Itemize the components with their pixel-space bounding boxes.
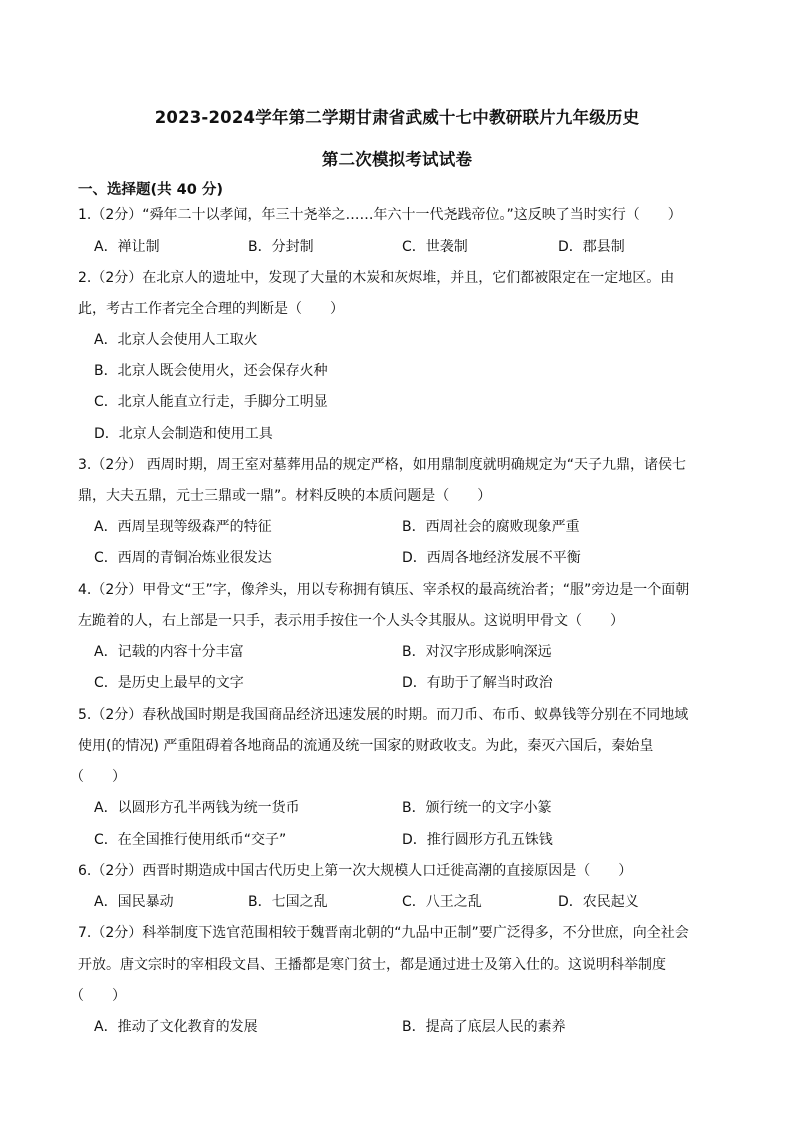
question-6-option-a: A．国民暴动 [94,894,174,910]
question-6-option-b: B．七国之乱 [248,894,328,910]
question-4-option-b: B．对汉字形成影响深远 [402,644,552,660]
question-text: （2分）甲骨文“王”字，像斧头，用以专称拥有镇压、宰杀权的最高统治者；“服”旁边是一个面朝 [91,582,690,598]
question-2-option-d: D．北京人会制造和使用工具 [94,426,273,442]
question-number: 7. [78,925,92,941]
question-1-option-a: A．禅让制 [94,239,160,255]
question-7-option-a: A．推动了文化教育的发展 [94,1019,258,1035]
question-5-option-d: D．推行圆形方孔五铢钱 [402,832,553,848]
question-text: （2分）在北京人的遗址中，发现了大量的木炭和灰烬堆，并且，它们都被限定在一定地区。由 [91,270,675,286]
question-3-option-d: D．西周各地经济发展不平衡 [402,550,581,566]
exam-title-line1: 2023-2024学年第二学期甘肃省武威十七中教研联片九年级历史 [154,108,640,127]
question-1-option-c: C．世袭制 [402,239,468,255]
question-number: 6. [78,863,92,879]
question-7-stem-line2: 开放。唐文宗时的宰相段文昌、王播都是寒门贫士，都是通过进士及第入仕的。这说明科举制度 [78,957,666,973]
question-5-option-a: A．以圆形方孔半两钱为统一货币 [94,800,300,816]
question-7-option-b: B．提高了底层人民的素养 [402,1019,566,1035]
section-heading: 一、选择题(共 40 分) [78,182,224,198]
question-2-option-b: B．北京人既会使用火，还会保存火种 [94,363,328,379]
question-text: （2分）科举制度下选官范围相较于魏晋南北朝的“九品中正制”要广泛得多，不分世庶，向全社会 [91,925,689,941]
question-5-option-b: B．颁行统一的文字小篆 [402,800,552,816]
exam-title-line2: 第二次模拟考试试卷 [321,150,473,169]
question-1-option-b: B．分封制 [248,239,314,255]
question-5-stem [78,704,688,724]
question-number: 1. [78,207,92,223]
question-number: 4. [78,582,92,598]
question-number: 5. [78,707,92,723]
question-3-option-a: A．西周呈现等级森严的特征 [94,519,272,535]
question-3-stem-line2: 鼎，大夫五鼎，元士三鼎或一鼎”。材料反映的本质问题是（ ） [78,488,492,504]
question-5-stem-line2: 使用(的情况) 严重阻碍着各地商品的流通及统一国家的财政收支。为此，秦灭六国后，秦始皇 [78,738,654,754]
question-1-option-d: D．郡县制 [558,239,625,255]
question-5-stem-line3: （ ） [70,769,126,785]
question-3-stem [78,454,686,474]
question-5-option-c: C．在全国推行使用纸币“交子” [94,832,287,848]
question-text: （2分）西晋时期造成中国古代历史上第一次大规模人口迁徙高潮的直接原因是（ ） [91,863,633,879]
question-6-option-d: D．农民起义 [558,894,639,910]
question-2-option-a: A．北京人会使用人工取火 [94,332,258,348]
question-6-stem [78,860,632,880]
question-text: （2分）“舜年二十以孝闻，年三十尧举之……年六十一代尧践帝位。”这反映了当时实行（ ） [91,207,682,223]
question-4-stem-line2: 左跪着的人，右上部是一只手，表示用手按住一个人头令其服从。这说明甲骨文（ ） [78,613,624,629]
question-6-option-c: C．八王之乱 [402,894,482,910]
question-1-stem [78,204,682,224]
question-7-stem [78,922,689,942]
question-2-stem-line2: 此，考古工作者完全合理的判断是（ ） [78,301,344,317]
question-number: 3. [78,457,92,473]
question-2-option-c: C．北京人能直立行走，手脚分工明显 [94,394,328,410]
question-3-option-b: B．西周社会的腐败现象严重 [402,519,580,535]
question-4-option-d: D．有助于了解当时政治 [402,675,553,691]
question-7-stem-line3: （ ） [70,988,126,1004]
question-text: （2分） 西周时期，周王室对墓葬用品的规定严格，如用鼎制度就明确规定为“天子九鼎，诸侯七 [91,457,686,473]
question-4-stem [78,579,689,599]
question-4-option-c: C．是历史上最早的文字 [94,675,244,691]
question-number: 2. [78,270,92,286]
question-2-stem [78,267,674,287]
question-3-option-c: C．西周的青铜冶炼业很发达 [94,550,272,566]
question-4-option-a: A．记载的内容十分丰富 [94,644,244,660]
question-text: （2分）春秋战国时期是我国商品经济迅速发展的时期。而刀币、布币、蚁鼻钱等分别在不同地域 [91,707,689,723]
